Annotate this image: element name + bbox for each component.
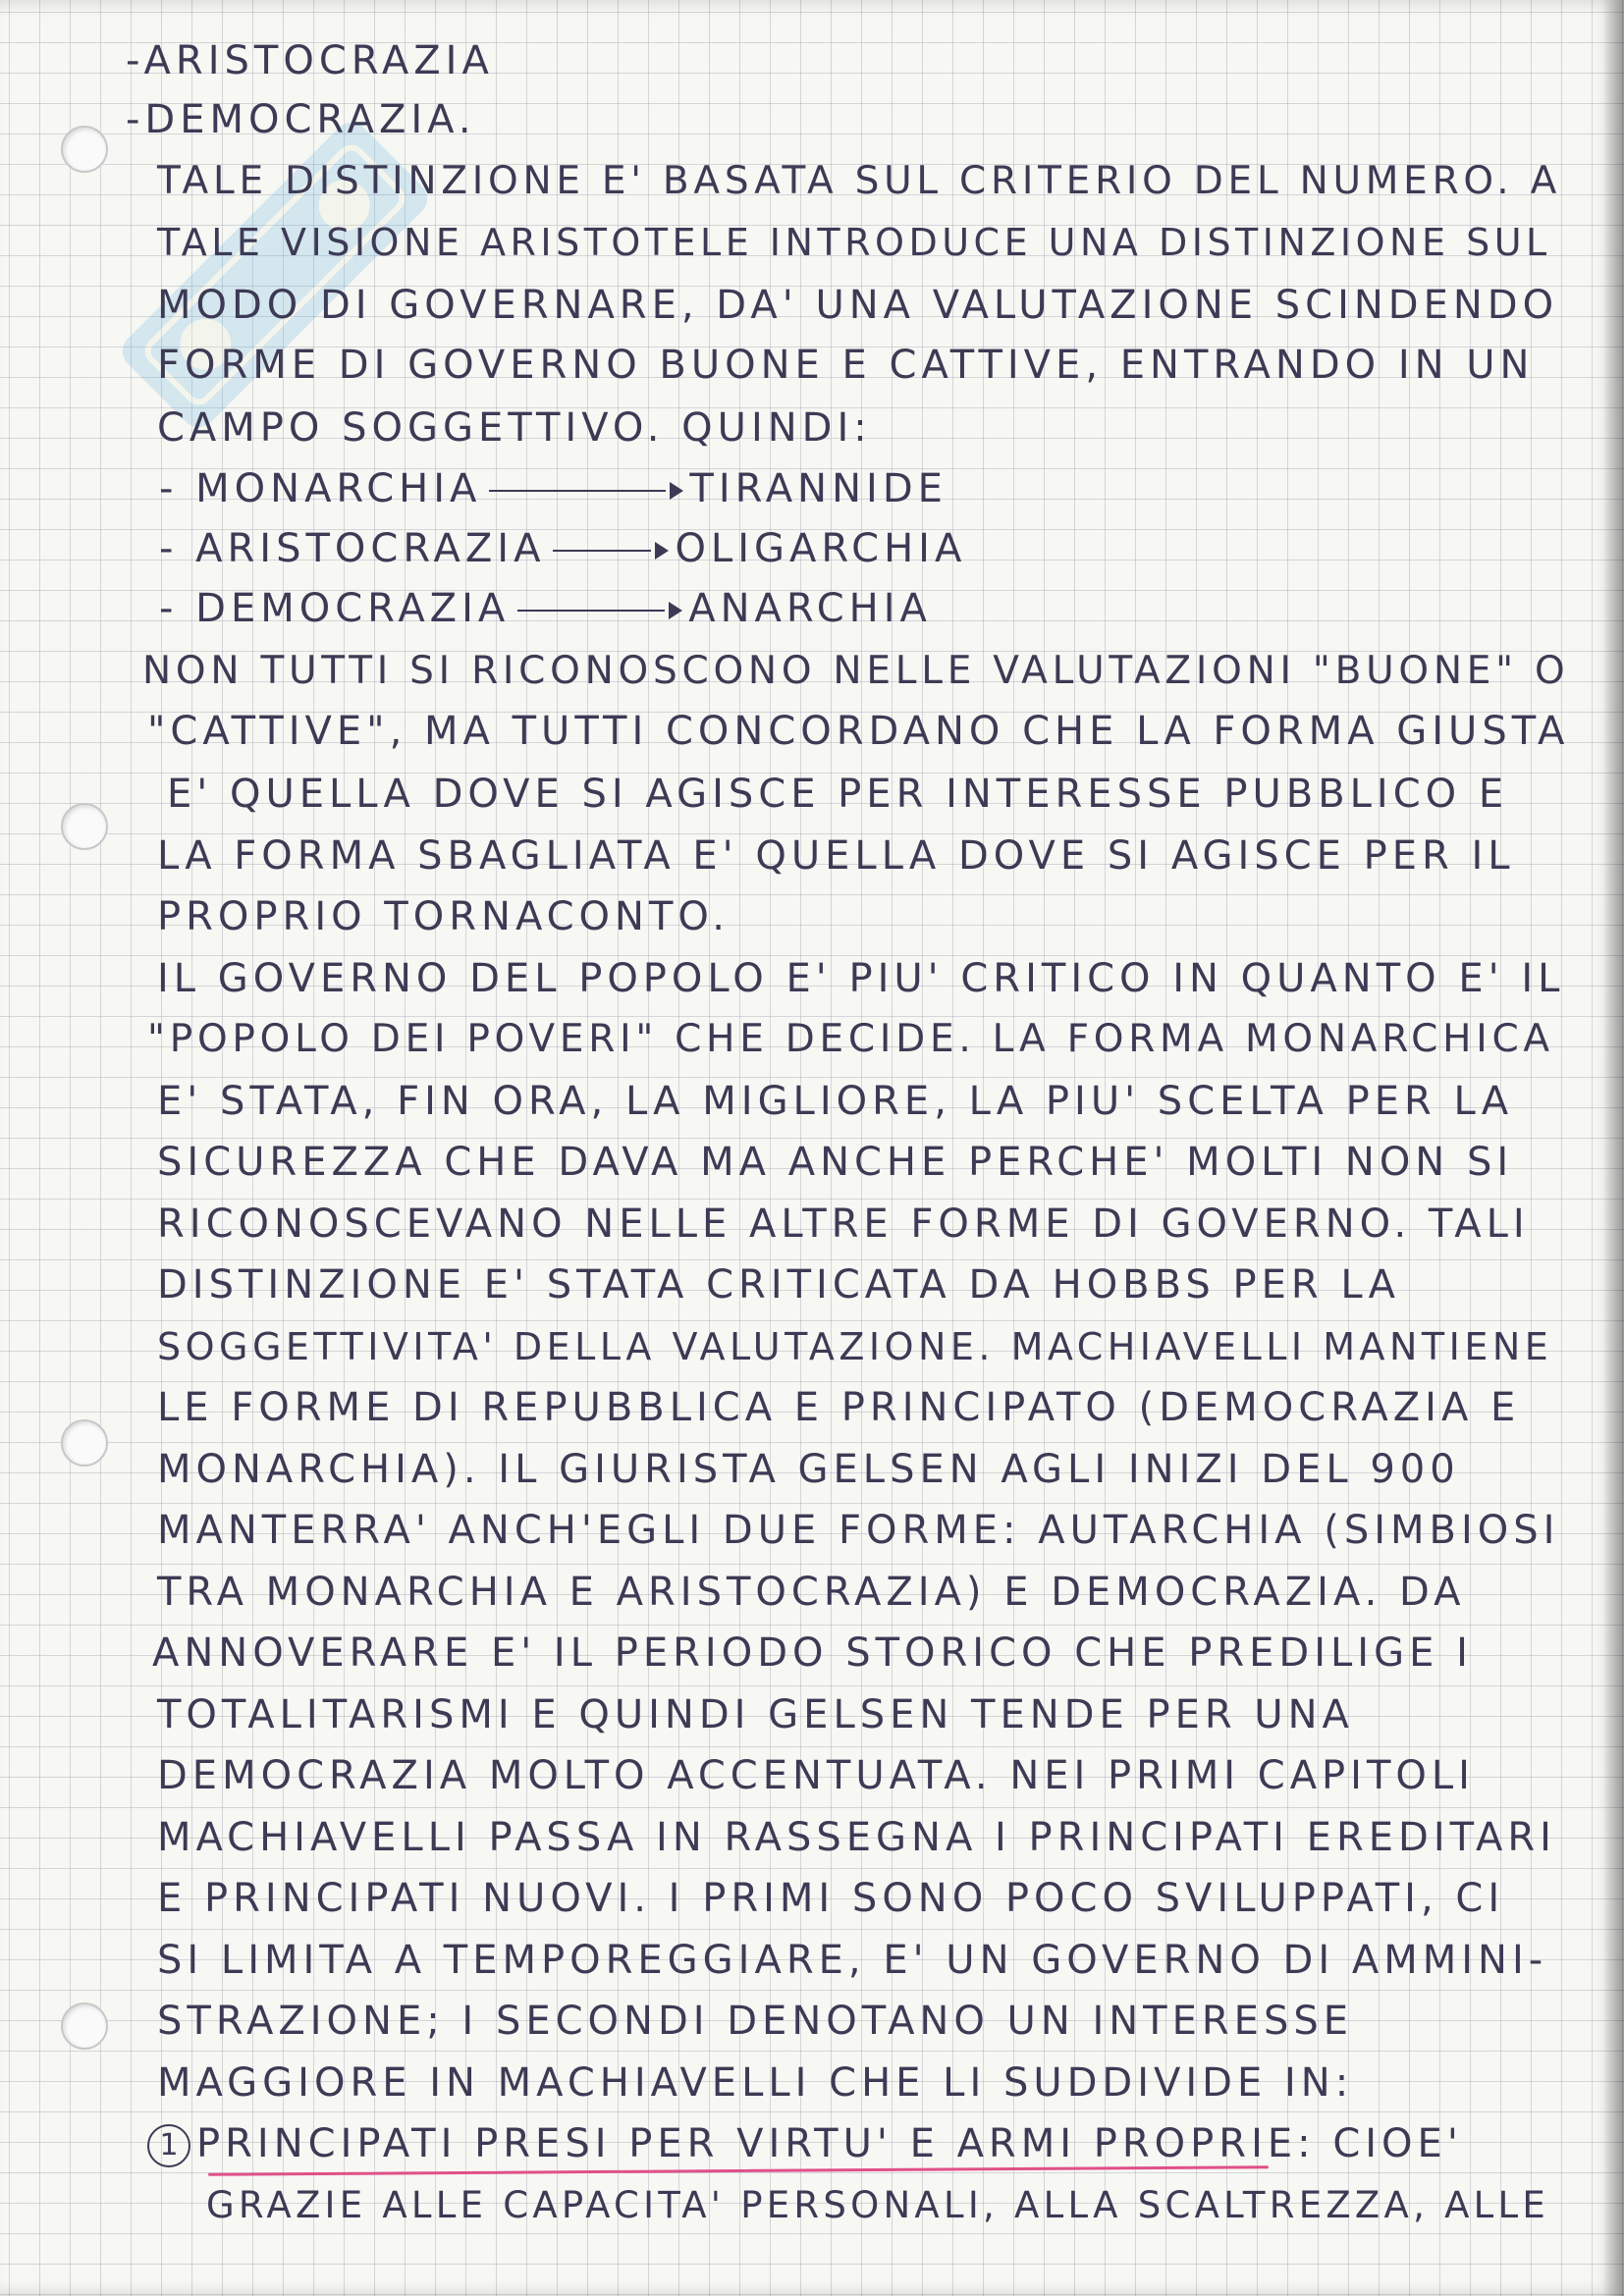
bad-form: OLIGARCHIA (675, 526, 967, 571)
note-line: "POPOLO DEI POVERI" CHE DECIDE. LA FORMA MONARCHICA (147, 1017, 1554, 1061)
note-line: TALE VISIONE ARISTOTELE INTRODUCE UNA DISTINZIONE SUL (157, 221, 1551, 264)
note-line: MAGGIORE IN MACHIAVELLI CHE LI SUDDIVIDE IN: (157, 2060, 1354, 2106)
bad-form: ANARCHIA (688, 586, 932, 631)
note-line: LE FORME DI REPUBBLICA E PRINCIPATO (DEMOCRAZIA E (157, 1385, 1521, 1430)
note-line: ANNOVERARE E' IL PERIODO STORICO CHE PREDILIGE I (152, 1630, 1473, 1676)
note-line: PROPRIO TORNACONTO. (157, 894, 730, 939)
note-line: NON TUTTI SI RICONOSCONO NELLE VALUTAZIONI "BUONE" O (142, 649, 1570, 693)
note-line: MACHIAVELLI PASSA IN RASSEGNA I PRINCIPATI EREDITARI (157, 1815, 1556, 1860)
note-line: TOTALITARISMI E QUINDI GELSEN TENDE PER UNA (157, 1692, 1354, 1737)
good-form: - DEMOCRAZIA (159, 586, 511, 631)
binder-hole (61, 2002, 108, 2050)
arrow-right-icon (670, 482, 683, 500)
item-number-circle: 1 (147, 2124, 190, 2167)
note-line: E' QUELLA DOVE SI AGISCE PER INTERESSE PUBBLICO E (167, 772, 1509, 817)
note-line: CAMPO SOGGETTIVO. QUINDI: (157, 405, 872, 451)
note-line: MODO DI GOVERNARE, DA' UNA VALUTAZIONE SCINDENDO (157, 283, 1559, 328)
note-line: RICONOSCEVANO NELLE ALTRE FORME DI GOVERNO. TALI (157, 1201, 1530, 1247)
arrow-shaft (489, 490, 666, 492)
binder-hole (61, 803, 108, 850)
note-line: E PRINCIPATI NUOVI. I PRIMI SONO POCO SVILUPPATI, CI (157, 1876, 1505, 1921)
good-form: - MONARCHIA (159, 466, 482, 511)
note-line: SI LIMITA A TEMPOREGGIARE, E' UN GOVERNO DI AMMINI- (157, 1938, 1548, 1983)
note-line: IL GOVERNO DEL POPOLO E' PIU' CRITICO IN QUANTO E' IL (157, 956, 1565, 1001)
page-edge-shadow (1602, 0, 1624, 2296)
note-line: MANTERRA' ANCH'EGLI DUE FORME: AUTARCHIA (SIMBIOSI (157, 1508, 1560, 1553)
note-line: LA FORMA SBAGLIATA E' QUELLA DOVE SI AGISCE PER IL (157, 833, 1515, 879)
note-line: DISTINZIONE E' STATA CRITICATA DA HOBBS PER LA (157, 1262, 1400, 1308)
forms-row (159, 467, 947, 510)
arrow-shaft (517, 610, 665, 612)
note-line: E' STATA, FIN ORA, LA MIGLIORE, LA PIU' SCELTA PER LA (157, 1079, 1514, 1124)
note-line: DEMOCRAZIA MOLTO ACCENTUATA. NEI PRIMI CAPITOLI (157, 1753, 1475, 1798)
note-line: SICUREZZA CHE DAVA MA ANCHE PERCHE' MOLTI NON SI (157, 1140, 1514, 1185)
numbered-item (147, 2122, 1463, 2167)
item-title: PRINCIPATI PRESI PER VIRTU' E ARMI PROPRIE (196, 2121, 1298, 2166)
note-line: TALE DISTINZIONE E' BASATA SUL CRITERIO DEL NUMERO. A (157, 159, 1562, 203)
note-line: FORME DI GOVERNO BUONE E CATTIVE, ENTRANDO IN UN (157, 343, 1535, 388)
good-form: - ARISTOCRAZIA (159, 526, 546, 571)
arrow-shaft (553, 550, 651, 552)
forms-row (159, 587, 932, 630)
note-line: SOGGETTIVITA' DELLA VALUTAZIONE. MACHIAVELLI MANTIENE (157, 1325, 1553, 1368)
note-line: "CATTIVE", MA TUTTI CONCORDANO CHE LA FORMA GIUSTA (147, 709, 1570, 754)
arrow-right-icon (655, 542, 669, 560)
note-line: GRAZIE ALLE CAPACITA' PERSONALI, ALLA SCALTREZZA, ALLE (206, 2184, 1550, 2226)
note-line: -ARISTOCRAZIA (126, 38, 494, 83)
binder-hole (61, 1419, 108, 1467)
note-line: STRAZIONE; I SECONDI DENOTANO UN INTERESSE (157, 1999, 1354, 2044)
note-line: MONARCHIA). IL GIURISTA GELSEN AGLI INIZI DEL 900 (157, 1447, 1460, 1492)
item-continuation: : CIOE' (1297, 2121, 1463, 2166)
arrow-right-icon (669, 602, 682, 619)
forms-row (159, 527, 966, 570)
note-line: -DEMOCRAZIA. (126, 97, 476, 142)
bad-form: TIRANNIDE (689, 466, 947, 511)
note-line: TRA MONARCHIA E ARISTOCRAZIA) E DEMOCRAZIA. DA (157, 1570, 1466, 1615)
